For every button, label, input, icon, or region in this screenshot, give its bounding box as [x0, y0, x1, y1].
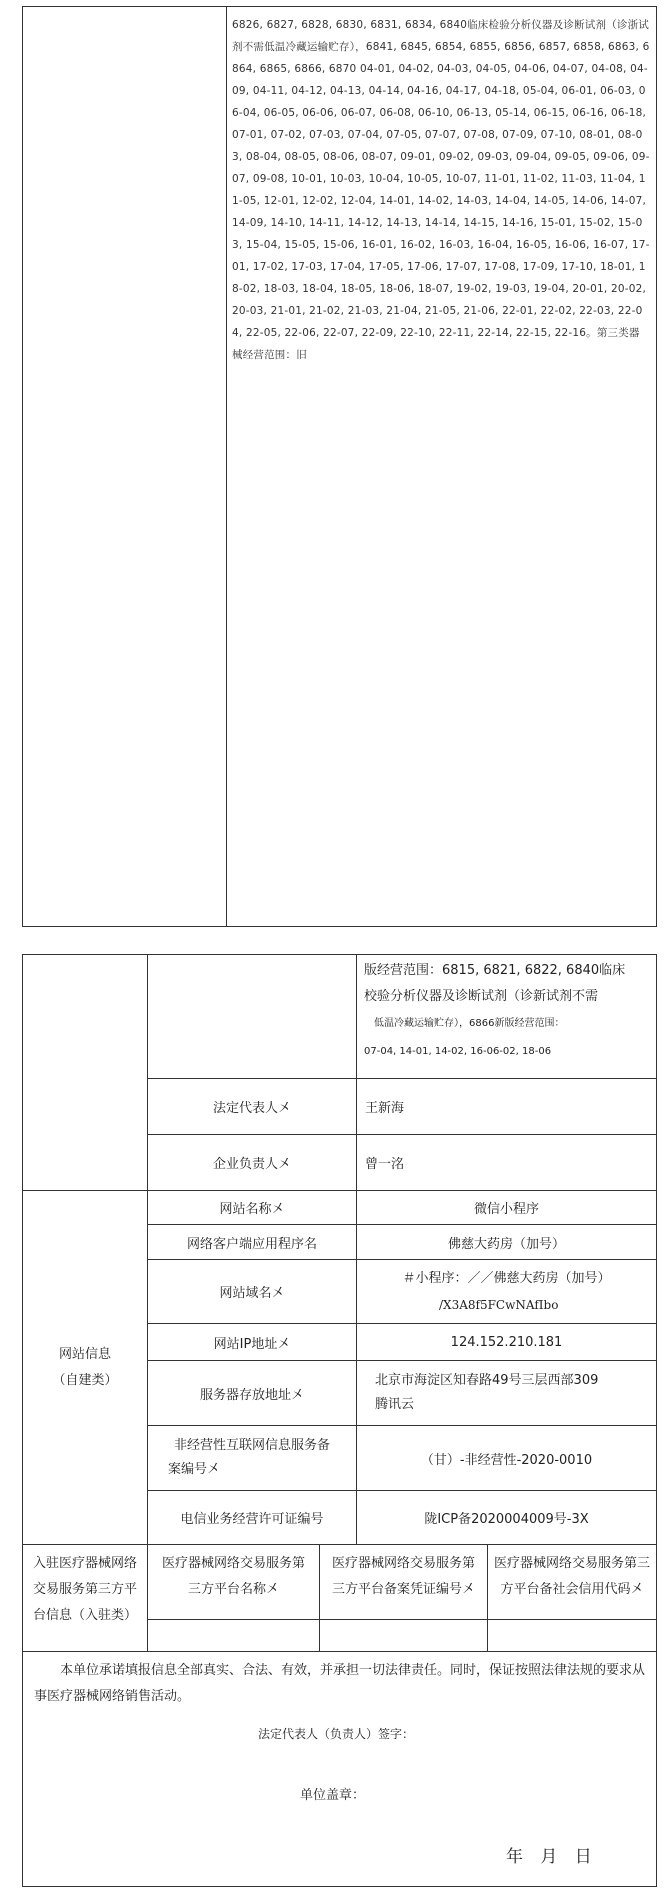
third-party-section-label: 入驻医疗器械网络交易服务第三方平台信息（入驻类）	[22, 1544, 148, 1652]
domain-value-line2: /X3A8f5FCwNAfIbo	[439, 1298, 559, 1312]
ip-value: 124.152.210.181	[356, 1323, 657, 1361]
icp-record-label-line1: 非经营性互联网信息服务备	[173, 1438, 330, 1453]
part2-top-left-cell	[22, 954, 148, 1191]
tp-name-header: 医疗器械网络交易服务第三方平台名称㐅	[147, 1544, 320, 1620]
legal-rep-label: 法定代表人㐅	[147, 1078, 357, 1135]
tp-record-header: 医疗器械网络交易服务第三方平台备案凭证编号㐅	[319, 1544, 488, 1620]
scope-continuation-line4: 07-04, 14-01, 14-02, 16-06-02, 18-06	[364, 1046, 552, 1057]
server-value-line1: 北京市海淀区知春路49号三层西部309	[375, 1373, 599, 1388]
site-name-label: 网站名称㐅	[147, 1190, 357, 1225]
server-value-line2: 腾讯云	[375, 1397, 415, 1412]
enterprise-head-label: 企业负责人㐅	[147, 1134, 357, 1191]
signature-label: 法定代表人（负责人）签字：	[258, 1727, 415, 1741]
client-app-value: 佛慈大药房（加号）	[356, 1224, 657, 1260]
pledge-text: 本单位承诺填报信息全部真实、合法、有效，并承担一切法律责任。同时，保证按照法律法规的要求从事医疗器械网络销售活动。	[34, 1663, 646, 1704]
tp-credit-value-cell	[487, 1619, 657, 1652]
website-section-line2: （自建类）	[52, 1372, 118, 1388]
website-section-label	[22, 1190, 148, 1545]
icp-record-label	[147, 1425, 357, 1491]
scope-continuation-line1: 版经营范围：6815, 6821, 6822, 6840临床	[364, 963, 626, 978]
tp-credit-header: 医疗器械网络交易服务第三方平台备社会信用代码㐅	[487, 1544, 657, 1620]
domain-value-line1: ＃小程序：／／佛慈大药房（加号）	[402, 1271, 611, 1286]
domain-label: 网站域名㐅	[147, 1259, 357, 1324]
ip-label: 网站IP地址㐅	[147, 1323, 357, 1361]
part1-scope-text: 6826, 6827, 6828, 6830, 6831, 6834, 6840临床检验分析仪器及诊断试剂（诊浙试剂不需低温冷藏运输贮存），6841, 6845, 6854, 6855, 6856, 6857, 6858, 6863, 6864, 6865, 6866, 6870 04-01, 04-02, 04-03, 04-05, 04-06, 04-07, 04-08, 04-09, 04-11, 04-12, 04-13, 04-14, 04-16, 04-17, 04-18, 05-04, 06-01, 06-03, 06-04, 06-05, 06-06, 06-07, 06-08, 06-10, 06-13, 05-14, 06-15, 06-16, 06-18, 07-01, 07-02, 07-03, 07-04, 07-05, 07-07, 07-08, 07-09, 07-10, 08-01, 08-03, 08-04, 08-05, 08-06, 08-07, 09-01, 09-02, 09-03, 09-04, 09-05, 09-06, 09-07, 09-08, 10-01, 10-03, 10-04, 10-05, 10-07, 11-01, 11-02, 11-03, 11-04, 11-05, 12-01, 12-02, 12-04, 14-01, 14-02, 14-03, 14-04, 14-05, 14-06, 14-07, 14-09, 14-10, 14-11, 14-12, 14-13, 14-14, 14-15, 14-16, 15-01, 15-02, 15-03, 15-04, 15-05, 15-06, 16-01, 16-02, 16-03, 16-04, 16-05, 16-06, 16-07, 17-01, 17-02, 17-03, 17-04, 17-05, 17-06, 17-07, 17-08, 17-09, 17-10, 18-01, 18-02, 18-03, 18-04, 18-05, 18-06, 18-07, 19-02, 19-03, 19-04, 20-01, 20-02, 20-03, 21-01, 21-02, 21-03, 21-04, 21-05, 21-06, 22-01, 22-02, 22-03, 22-04, 22-05, 22-06, 22-07, 22-09, 22-10, 22-11, 22-14, 22-15, 22-16。第三类器械经营范围：旧	[232, 19, 650, 361]
telecom-value: 陇ICP备2020004009号-3X	[356, 1490, 657, 1545]
part1-left-cell	[22, 6, 227, 927]
scope-continuation-label-cell	[147, 954, 357, 1079]
telecom-label: 电信业务经营许可证编号	[147, 1490, 357, 1545]
tp-record-value-cell	[319, 1619, 488, 1652]
icp-record-value: （甘）-非经营性-2020-0010	[356, 1425, 657, 1491]
legal-rep-value: 王新海	[356, 1078, 657, 1135]
client-app-label: 网络客户端应用程序名	[147, 1224, 357, 1260]
scope-continuation-line2: 校验分析仪器及诊断试剂（诊新试剂不需	[364, 989, 599, 1004]
server-value	[356, 1360, 657, 1426]
enterprise-head-value: 曾一洺	[356, 1134, 657, 1191]
site-name-value: 微信小程序	[356, 1190, 657, 1225]
scope-continuation-line3: 低温冷藏运输贮存），6866新版经营范围：	[374, 1018, 565, 1029]
icp-record-label-line2: 案编号㐅	[168, 1462, 221, 1477]
seal-label: 单位盖章：	[300, 1788, 366, 1803]
server-label: 服务器存放地址㐅	[147, 1360, 357, 1426]
date-label: 年 月 日	[506, 1847, 598, 1867]
tp-name-value-cell	[147, 1619, 320, 1652]
domain-value	[356, 1259, 657, 1324]
website-section-line1: 网站信息	[58, 1346, 111, 1362]
